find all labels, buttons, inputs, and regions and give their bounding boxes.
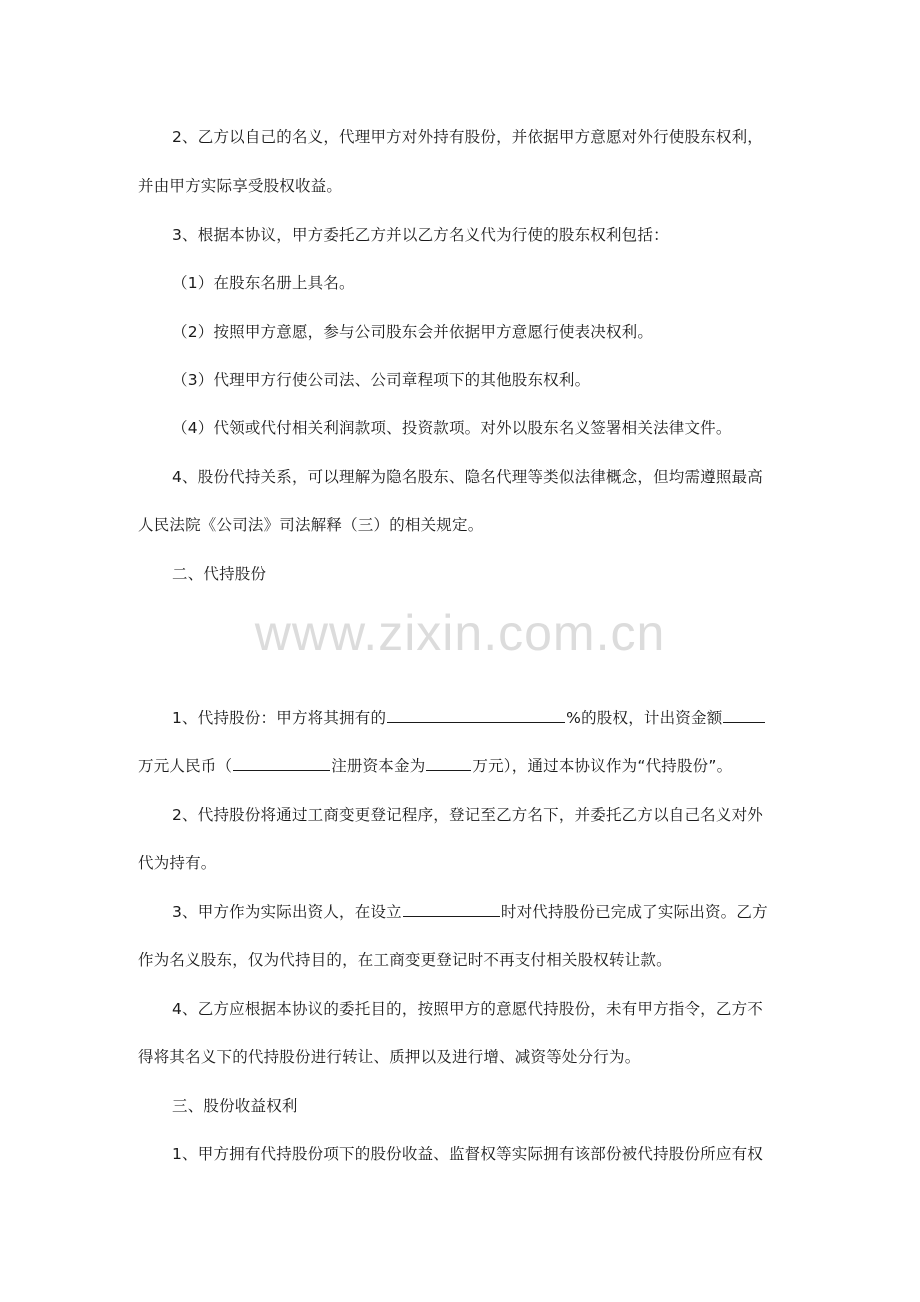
paragraph-4-line-2: 人民法院《公司法》司法解释（三）的相关规定。 bbox=[138, 516, 484, 534]
shares-paragraph-2-line-1: 2、代持股份将通过工商变更登记程序，登记至乙方名下，并委托乙方以自己名义对外 bbox=[172, 806, 763, 824]
paragraph-2-line-1: 2、乙方以自己的名义，代理甲方对外持有股份，并依据甲方意愿对外行使股东权利， bbox=[172, 128, 763, 146]
shares-p1-text-c: 万元人民币（ bbox=[138, 757, 233, 775]
list-item-2: （2）按照甲方意愿，参与公司股东会并依据甲方意愿行使表决权利。 bbox=[172, 323, 654, 341]
shares-p1-text-e: 万元），通过本协议作为“代持股份”。 bbox=[472, 757, 733, 775]
share-percent-blank[interactable] bbox=[387, 707, 565, 723]
registered-capital-blank[interactable] bbox=[426, 755, 471, 771]
paragraph-2-line-2: 并由甲方实际享受股权收益。 bbox=[138, 177, 343, 195]
shares-p1-text-d: 注册资本金为 bbox=[331, 757, 426, 775]
shares-paragraph-3-line-2: 作为名义股东，仅为代持目的，在工商变更登记时不再支付相关股权转让款。 bbox=[138, 951, 672, 969]
rights-paragraph-1-line-1: 1、甲方拥有代持股份项下的股份收益、监督权等实际拥有该部份被代持股份所应有权 bbox=[172, 1145, 763, 1163]
list-item-3: （3）代理甲方行使公司法、公司章程项下的其他股东权利。 bbox=[172, 371, 591, 389]
shares-p3-text-a: 3、甲方作为实际出资人，在设立 bbox=[172, 903, 402, 921]
shares-p1-text-a: 1、代持股份：甲方将其拥有的 bbox=[172, 709, 387, 727]
list-item-4: （4）代领或代付相关利润款项、投资款项。对外以股东名义签署相关法律文件。 bbox=[172, 419, 732, 437]
watermark: www.zixin.com.cn bbox=[254, 605, 666, 661]
shares-paragraph-1-line-1 bbox=[172, 706, 822, 730]
capital-amount-blank[interactable] bbox=[723, 707, 765, 723]
rmb-blank[interactable] bbox=[233, 755, 330, 771]
paragraph-4-line-1: 4、股份代持关系，可以理解为隐名股东、隐名代理等类似法律概念，但均需遵照最高 bbox=[172, 468, 763, 486]
shares-paragraph-4-line-2: 得将其名义下的代持股份进行转让、质押以及进行增、减资等处分行为。 bbox=[138, 1048, 641, 1066]
shares-paragraph-1-line-2 bbox=[138, 754, 788, 778]
section-3-heading: 三、股份收益权利 bbox=[172, 1097, 298, 1115]
shares-paragraph-4-line-1: 4、乙方应根据本协议的委托目的，按照甲方的意愿代持股份，未有甲方指令，乙方不 bbox=[172, 1000, 763, 1018]
shares-paragraph-3-line-1 bbox=[172, 900, 822, 924]
list-item-1: （1）在股东名册上具名。 bbox=[172, 274, 355, 292]
shares-paragraph-2-line-2: 代为持有。 bbox=[138, 854, 217, 872]
paragraph-3: 3、根据本协议，甲方委托乙方并以乙方名义代为行使的股东权利包括： bbox=[172, 226, 669, 244]
shares-p3-text-b: 时对代持股份已完成了实际出资。乙方 bbox=[500, 903, 768, 921]
section-2-heading: 二、代持股份 bbox=[172, 565, 267, 583]
establishment-blank[interactable] bbox=[403, 901, 500, 917]
shares-p1-text-b: %的股权，计出资金额 bbox=[566, 709, 723, 727]
